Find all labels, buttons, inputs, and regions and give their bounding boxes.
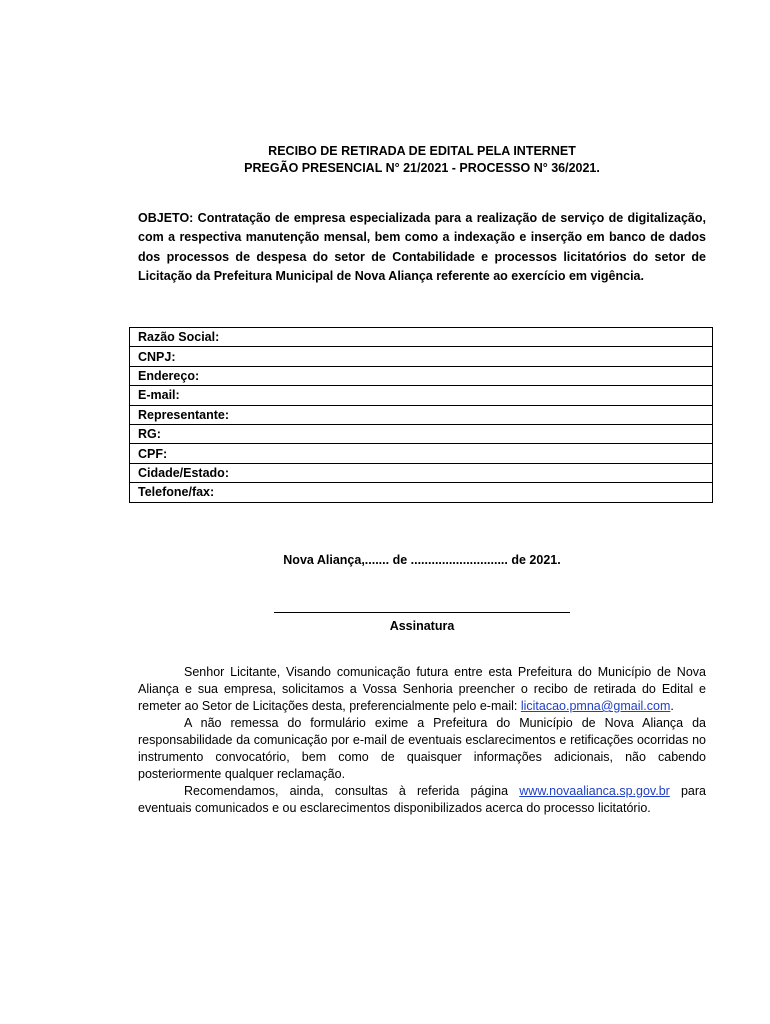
header-title: RECIBO DE RETIRADA DE EDITAL PELA INTERNET — [268, 144, 576, 158]
registration-form-table — [129, 327, 713, 503]
form-row-endereco — [130, 366, 713, 385]
paragraph-text: . — [670, 699, 674, 713]
form-row-razao-social — [130, 328, 713, 347]
form-row-cnpj — [130, 347, 713, 366]
paragraph-text: Senhor Licitante, Visando comunicação futura entre esta Prefeitura do Município de Nova Aliança e sua empresa, solicitamos a Vossa Senhoria preencher o recibo de retirada do Edital e remeter ao Setor de Licitações desta, preferencialmente pelo e-mail: — [138, 665, 706, 713]
form-field-label[interactable]: Telefone/fax: — [130, 483, 713, 502]
date-line: Nova Aliança,....... de ............................ de 2021. — [283, 553, 561, 567]
form-row-telefone-fax — [130, 483, 713, 502]
header-subtitle: PREGÃO PRESENCIAL N° 21/2021 - PROCESSO N° 36/2021. — [244, 161, 600, 175]
paragraph-text: Recomendamos, ainda, consultas à referida página — [184, 784, 520, 798]
form-field-label[interactable]: Razão Social: — [130, 328, 713, 347]
form-row-rg — [130, 424, 713, 443]
objeto-paragraph: OBJETO: Contratação de empresa especializada para a realização de serviço de digitalização, com a respectiva manutenção mensal, bem como a indexação e inserção em banco de dados dos processos de despesa do setor de Contabilidade e processos licitatórios do setor de Licitação da Prefeitura Municipal de Nova Aliança referente ao exercício em vigência. — [138, 211, 706, 284]
form-field-label[interactable]: CNPJ: — [130, 347, 713, 366]
form-field-label[interactable]: Representante: — [130, 405, 713, 424]
instruction-paragraph-1 — [138, 664, 706, 715]
form-field-label[interactable]: E-mail: — [130, 386, 713, 405]
form-row-cpf — [130, 444, 713, 463]
document-header — [0, 143, 770, 177]
form-field-label[interactable]: CPF: — [130, 444, 713, 463]
signature-line — [274, 612, 570, 613]
form-row-email — [130, 386, 713, 405]
signature-label: Assinatura — [389, 619, 455, 633]
email-link[interactable]: licitacao.pmna@gmail.com — [520, 699, 671, 713]
instructions-section — [138, 664, 706, 817]
form-field-label[interactable]: RG: — [130, 424, 713, 443]
form-field-label[interactable]: Endereço: — [130, 366, 713, 385]
instruction-paragraph-2: A não remessa do formulário exime a Prefeitura do Município de Nova Aliança da responsabilidade da comunicação por e-mail de eventuais esclarecimentos e retificações ocorridas no instrumento convocatório, bem como de quaisquer informações adicionais, não cabendo posteriormente qualquer reclamação. — [138, 716, 706, 781]
form-row-cidade-estado — [130, 463, 713, 482]
website-link[interactable]: www.novaalianca.sp.gov.br — [519, 784, 670, 798]
instruction-paragraph-3 — [138, 783, 706, 817]
paragraph-text: para eventuais comunicados e ou esclarecimentos disponibilizados acerca do processo licitatório. — [138, 784, 707, 815]
form-row-representante — [130, 405, 713, 424]
form-field-label[interactable]: Cidade/Estado: — [130, 463, 713, 482]
